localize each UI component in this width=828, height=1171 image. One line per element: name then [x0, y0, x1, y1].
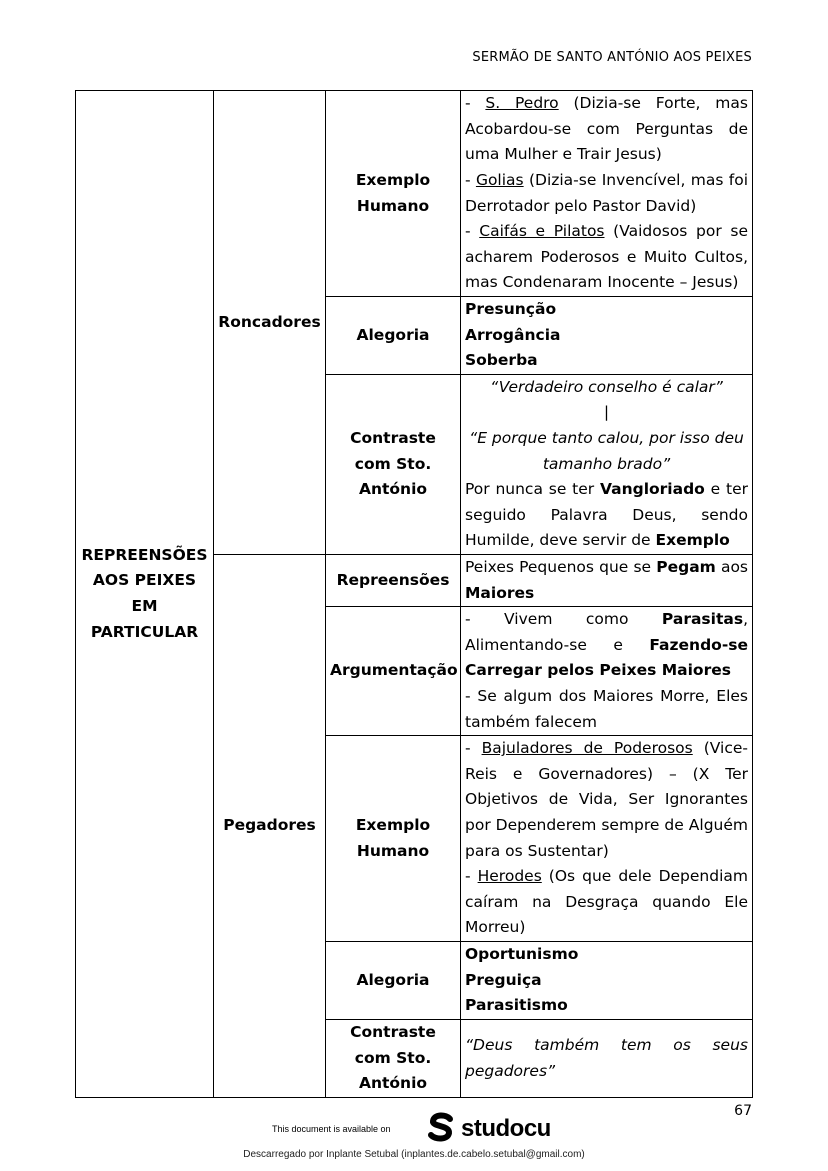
example-name: Herodes: [477, 867, 542, 886]
summary-table: [75, 90, 753, 1098]
pegadores-argumentacao-content: - Vivem como Parasitas, Alimentando-se e Fazendo-se Carregar pelos Peixes Maiores - Se algum dos Maiores Morre, Eles também falecem: [461, 607, 753, 736]
pegadores-exemplo-label: Exemplo Humano: [326, 736, 461, 942]
availability-note: This document is available on: [272, 1124, 391, 1134]
studocu-wordmark: studocu: [461, 1115, 551, 1142]
pegadores-alegoria-content: Oportunismo Preguiça Parasitismo: [461, 942, 753, 1020]
example-name: S. Pedro: [485, 94, 559, 113]
example-name: Bajuladores de Poderosos: [481, 739, 693, 758]
pegadores-exemplo-content: - Bajuladores de Poderosos (Vice-Reis e Governadores) – (X Ter Objetivos de Vida, Ser Ignorantes por Dependerem sempre de Alguém para os Sustentar) - Herodes (Os que dele Dependiam caíram na Desgraça quando Ele Morreu): [461, 736, 753, 942]
roncadores-alegoria-content: Presunção Arrogância Soberba: [461, 297, 753, 375]
studocu-logo[interactable]: [424, 1110, 551, 1148]
roncadores-label: Roncadores: [214, 91, 326, 555]
main-category-cell: REPREENSÕES AOS PEIXES EM PARTICULAR: [76, 91, 214, 1098]
page-number: 67: [734, 1103, 752, 1119]
running-header: SERMÃO DE SANTO ANTÓNIO AOS PEIXES: [472, 50, 752, 65]
table-row: [76, 91, 753, 297]
roncadores-contraste-content: “Verdadeiro conselho é calar” | “E porque tanto calou, por isso deu tamanho brado” Por nunca se ter Vangloriado e ter seguido Palavra Deus, sendo Humilde, deve servir de Exemplo: [461, 374, 753, 554]
pegadores-alegoria-label: Alegoria: [326, 942, 461, 1020]
pegadores-repreensoes-content: Peixes Pequenos que se Pegam aos Maiores: [461, 554, 753, 606]
roncadores-contraste-label: Contraste com Sto. António: [326, 374, 461, 554]
pegadores-argumentacao-label: Argumentação: [326, 607, 461, 736]
pegadores-label: Pegadores: [214, 554, 326, 1097]
roncadores-exemplo-content: - S. Pedro (Dizia-se Forte, mas Acobardou-se com Perguntas de uma Mulher e Trair Jesus) - Golias (Dizia-se Invencível, mas foi Derrotador pelo Pastor David) - Caifás e Pilatos (Vaidosos por se acharem Poderosos e Muito Cultos, mas Condenaram Inocente – Jesus): [461, 91, 753, 297]
example-name: Golias: [475, 170, 524, 189]
roncadores-alegoria-label: Alegoria: [326, 297, 461, 375]
download-note: Descarregado por Inplante Setubal (inplantes.de.cabelo.setubal@gmail.com): [243, 1149, 585, 1160]
studocu-s-icon: [424, 1110, 458, 1148]
roncadores-exemplo-label: Exemplo Humano: [326, 91, 461, 297]
example-name: Caifás e Pilatos: [479, 222, 605, 241]
pegadores-contraste-content: “Deus também tem os seus pegadores”: [461, 1020, 753, 1098]
pegadores-contraste-label: Contraste com Sto. António: [326, 1020, 461, 1098]
pegadores-repreensoes-label: Repreensões: [326, 554, 461, 606]
